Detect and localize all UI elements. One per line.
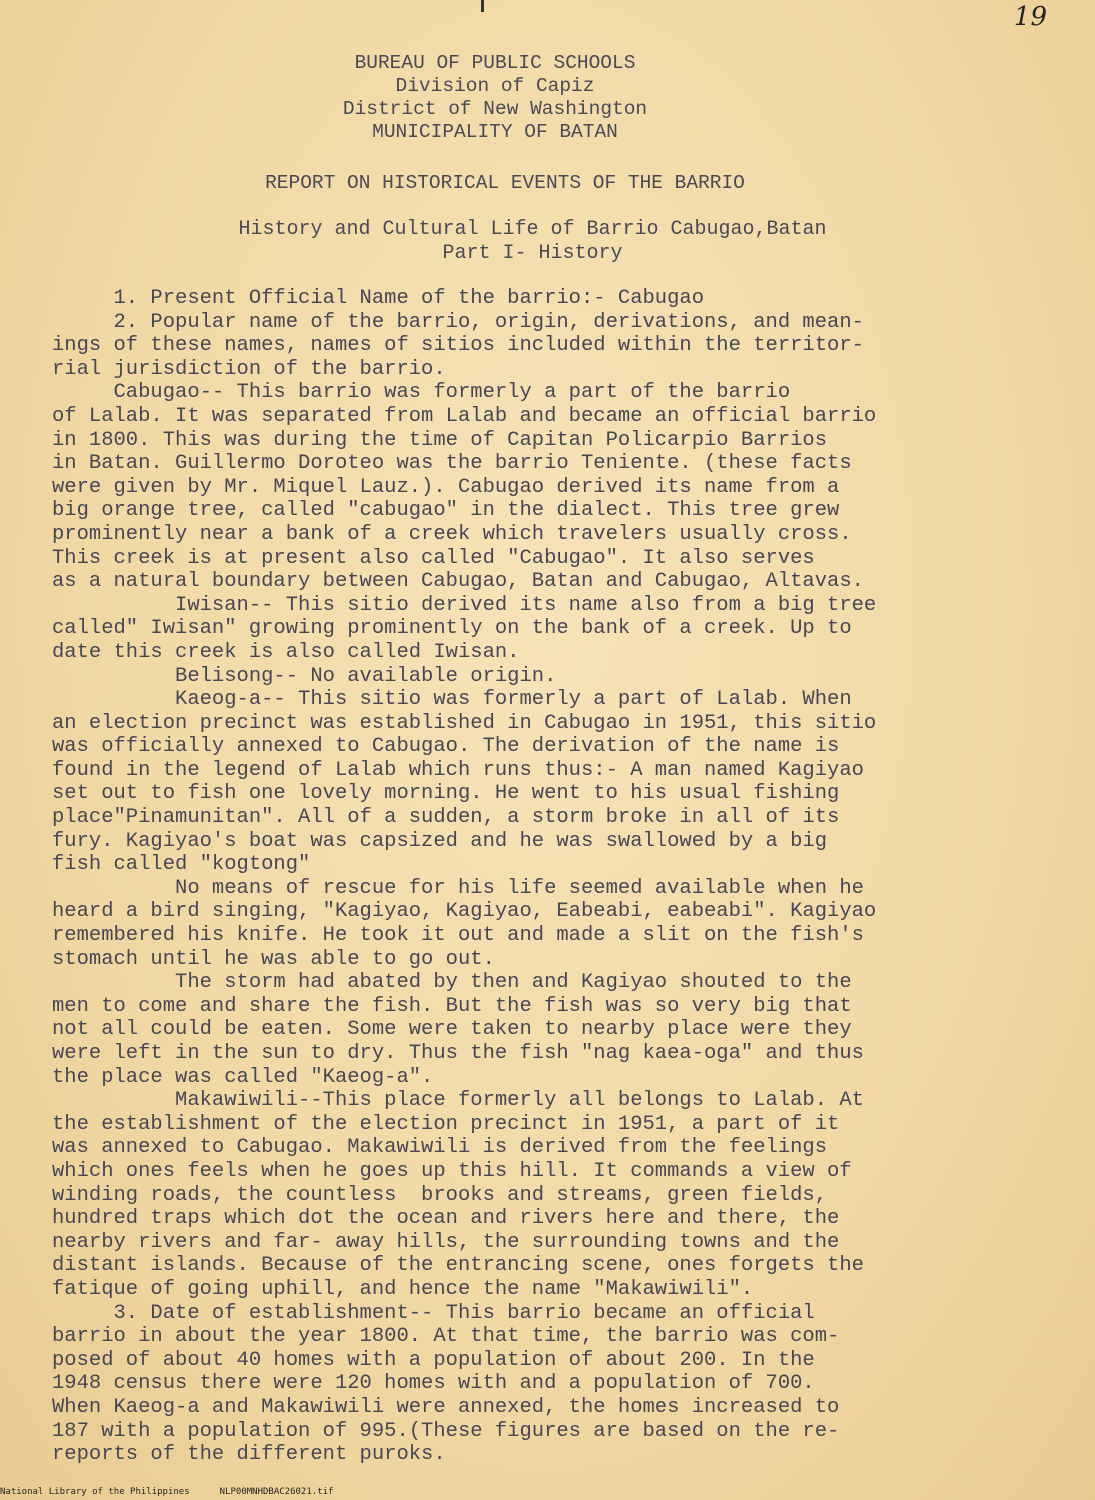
body-line: Cabugao-- This barrio was formerly a part of the barrio bbox=[52, 381, 791, 405]
body-line: were given by Mr. Miquel Lauz.). Cabugao derived its name from a bbox=[52, 475, 840, 499]
body-line: was annexed to Cabugao. Makawiwili is derived from the feelings bbox=[52, 1136, 828, 1160]
body-line: not all could be eaten. Some were taken to nearby place were they bbox=[52, 1018, 852, 1042]
body-line: found in the legend of Lalab which runs thus:- A man named Kagiyao bbox=[52, 758, 864, 782]
body-line: No means of rescue for his life seemed available when he bbox=[52, 876, 864, 900]
body-line: prominently near a bank of a creek which travelers usually cross. bbox=[52, 522, 852, 546]
file-name: NLP00MNHDBAC26021.tif bbox=[219, 1487, 334, 1497]
municipality-name: MUNICIPALITY OF BATAN bbox=[372, 121, 618, 143]
body-line: were left in the sun to dry. Thus the fish "nag kaea-oga" and thus bbox=[52, 1042, 864, 1065]
body-line: 1948 census there were 120 homes with and a population of 700. bbox=[52, 1372, 815, 1396]
body-line: in Batan. Guillermo Doroteo was the barrio Teniente. (these facts bbox=[52, 452, 852, 476]
body-line: barrio in about the year 1800. At that time, the barrio was com- bbox=[52, 1325, 840, 1349]
body-line: Makawiwili--This place formerly all belongs to Lalab. At bbox=[52, 1089, 864, 1113]
body-line: ings of these names, names of sitios included within the territor- bbox=[52, 334, 864, 358]
body-line: date this creek is also called Iwisan. bbox=[52, 640, 520, 664]
report-title: REPORT ON HISTORICAL EVENTS OF THE BARRIO bbox=[265, 172, 745, 194]
subtitle bbox=[0, 218, 1065, 265]
body-line: 2. Popular name of the barrio, origin, derivations, and mean- bbox=[52, 310, 864, 334]
body-line: heard a bird singing, "Kagiyao, Kagiyao, Eabeabi, eabeabi". Kagiyao bbox=[52, 900, 877, 924]
body-line: The storm had abated by then and Kagiyao shouted to the bbox=[52, 971, 852, 995]
body-line: set out to fish one lovely morning. He went to his usual fishing bbox=[52, 782, 840, 806]
body-line: When Kaeog-a and Makawiwili were annexed, the homes increased to bbox=[52, 1395, 840, 1419]
bureau-name: BUREAU OF PUBLIC SCHOOLS bbox=[354, 52, 636, 74]
letterhead bbox=[0, 52, 990, 144]
body-line: nearby rivers and far- away hills, the surrounding towns and the bbox=[52, 1230, 840, 1254]
body-line: hundred traps which dot the ocean and rivers here and there, the bbox=[52, 1207, 840, 1231]
body-line: Iwisan-- This sitio derived its name also from a big tree bbox=[52, 593, 877, 617]
body-line: stomach until he was able to go out. bbox=[52, 947, 495, 971]
body-line: of Lalab. It was separated from Lalab and became an official barrio bbox=[52, 404, 877, 428]
body-line: the place was called "Kaeog-a". bbox=[52, 1065, 434, 1089]
body-line: called" Iwisan" growing prominently on the bank of a creek. Up to bbox=[52, 617, 852, 641]
body-line: 3. Date of establishment-- This barrio became an official bbox=[52, 1301, 815, 1325]
body-line: This creek is at present also called "Cabugao". It also serves bbox=[52, 546, 815, 570]
body-line: men to come and share the fish. But the fish was so very big that bbox=[52, 994, 852, 1018]
report-body bbox=[52, 287, 1072, 1467]
body-line: as a natural boundary between Cabugao, Batan and Cabugao, Altavas. bbox=[52, 570, 864, 594]
subtitle-line-2: Part I- History bbox=[442, 241, 623, 265]
body-line: an election precinct was established in Cabugao in 1951, this sitio bbox=[52, 711, 877, 735]
body-line: in 1800. This was during the time of Capitan Policarpio Barrios bbox=[52, 428, 828, 452]
ink-mark bbox=[481, 0, 484, 12]
body-line: fury. Kagiyao's boat was capsized and he was swallowed by a big bbox=[52, 829, 828, 853]
body-line: fatique of going uphill, and hence the name "Makawiwili". bbox=[52, 1277, 754, 1301]
body-line: 187 with a population of 995.(These figures are based on the re- bbox=[52, 1419, 840, 1443]
body-line: was officially annexed to Cabugao. The derivation of the name is bbox=[52, 735, 840, 759]
body-line: posed of about 40 homes with a population of about 200. In the bbox=[52, 1348, 815, 1372]
body-line: the establishment of the election precinct in 1951, a part of it bbox=[52, 1112, 840, 1136]
body-line: fish called "kogtong" bbox=[52, 853, 311, 877]
body-line: place"Pinamunitan". All of a sudden, a storm broke in all of its bbox=[52, 806, 840, 830]
body-line: Belisong-- No available origin. bbox=[52, 664, 557, 688]
library-credit: National Library of the Philippines bbox=[0, 1487, 190, 1497]
body-line: which ones feels when he goes up this hill. It commands a view of bbox=[52, 1159, 852, 1183]
body-line: reports of the different puroks. bbox=[52, 1443, 446, 1467]
subtitle-line-1: History and Cultural Life of Barrio Cabugao,Batan bbox=[238, 218, 827, 241]
body-line: rial jurisdiction of the barrio. bbox=[52, 357, 446, 381]
page-number: 19 bbox=[1013, 2, 1047, 32]
body-line: remembered his knife. He took it out and made a slit on the fish's bbox=[52, 924, 864, 948]
body-line: winding roads, the countless brooks and streams, green fields, bbox=[52, 1183, 828, 1207]
body-line: Kaeog-a-- This sitio was formerly a part of Lalab. When bbox=[52, 688, 852, 712]
body-line: big orange tree, called "cabugao" in the dialect. This tree grew bbox=[52, 499, 840, 523]
body-line: distant islands. Because of the entrancing scene, ones forgets the bbox=[52, 1254, 864, 1278]
body-line: 1. Present Official Name of the barrio:- Cabugao bbox=[52, 287, 705, 310]
scan-footer bbox=[0, 1487, 333, 1497]
district-name: District of New Washington bbox=[342, 98, 648, 120]
division-name: Division of Capiz bbox=[395, 75, 595, 97]
